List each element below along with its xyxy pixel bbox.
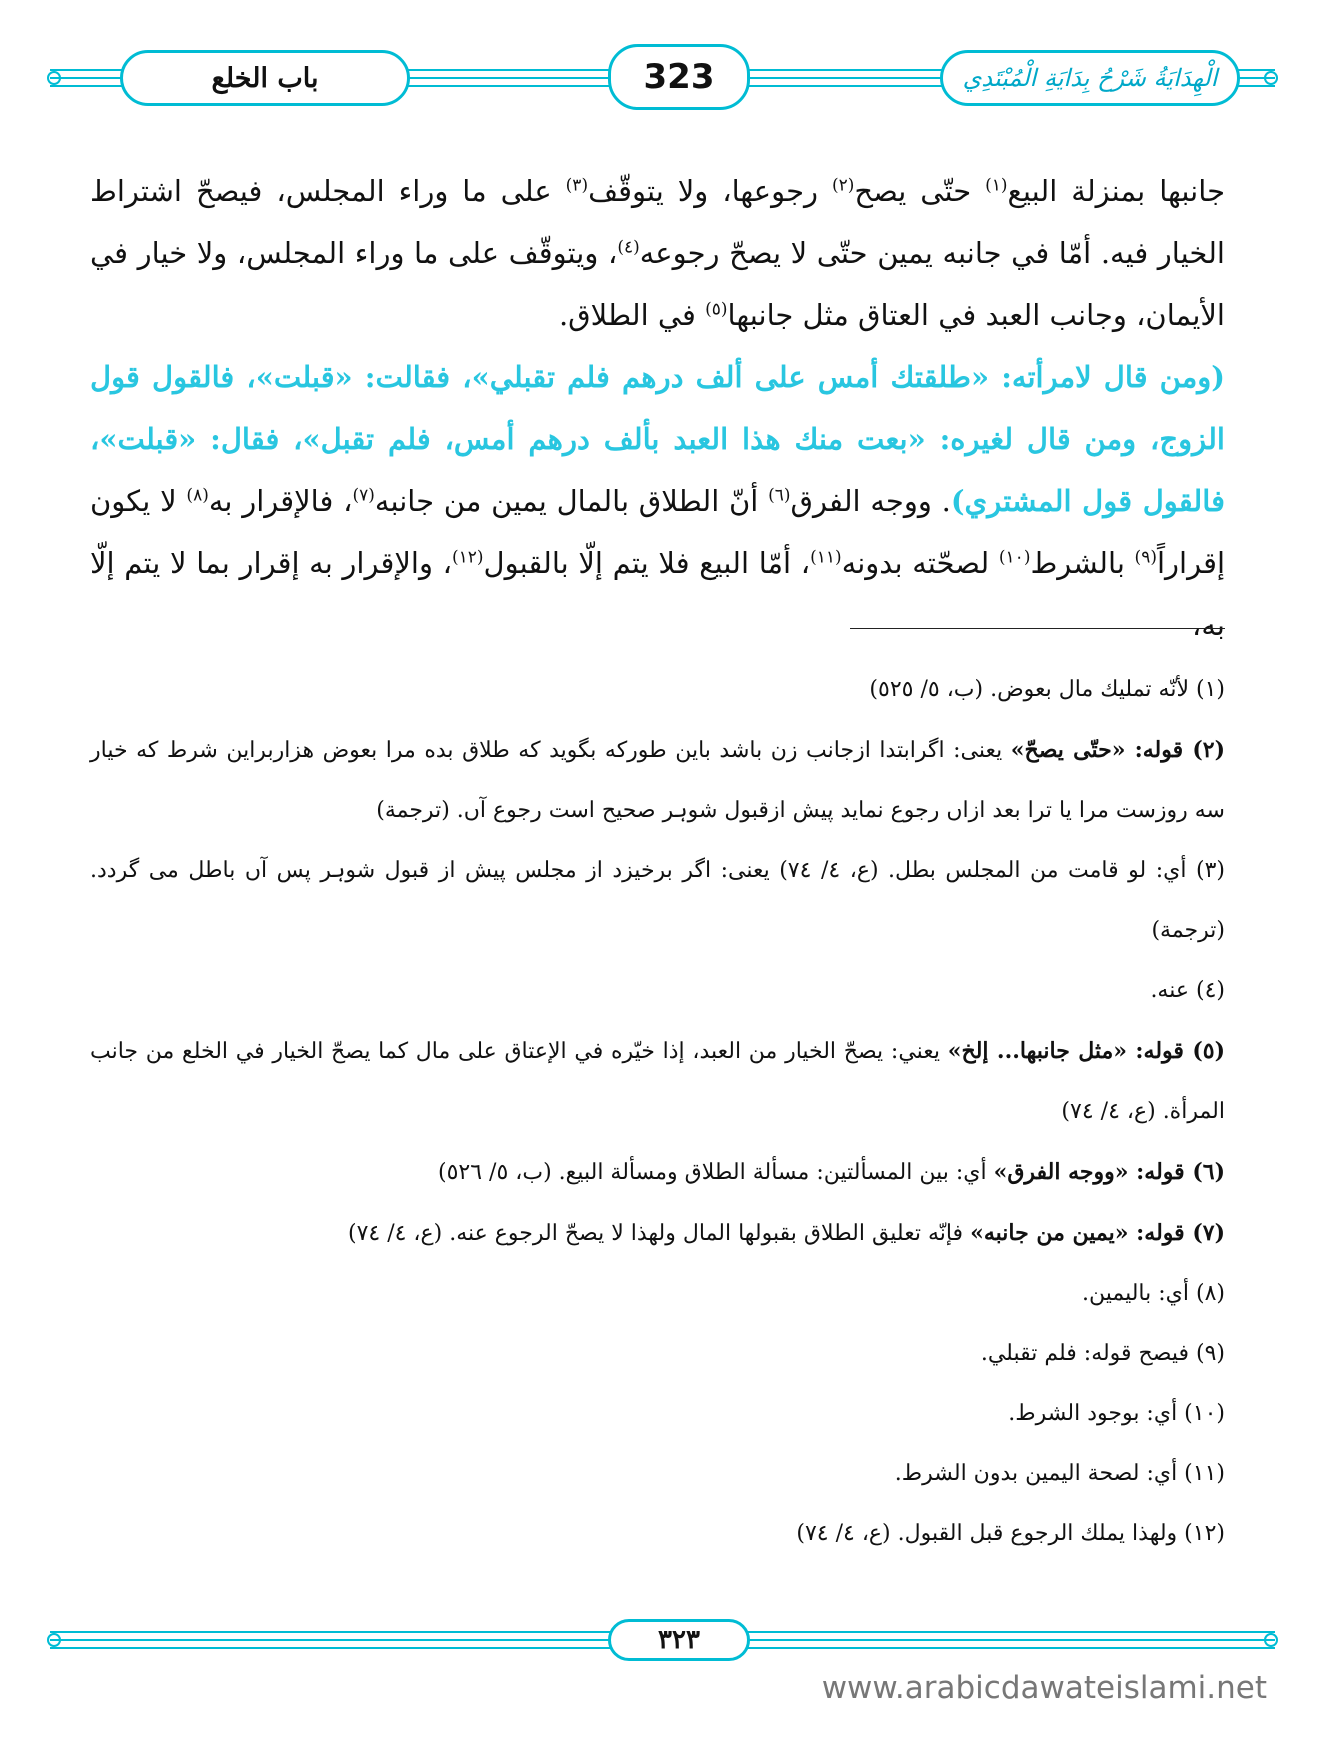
text-run: ، فالإقرار به [208, 484, 353, 518]
text-run: أنّ الطلاق بالمال يمين من جانبه [374, 484, 769, 518]
footnote-ref: (١٢) [451, 547, 484, 568]
page-header [40, 40, 1285, 116]
footnote-lead: (٧) قوله: «يمين من جانبه» [970, 1220, 1225, 1246]
text-run: لا يكون إقراراً [90, 484, 1226, 580]
footnote-6 [90, 1142, 1225, 1203]
footnote-ref: (٣) [565, 175, 589, 196]
main-text [90, 160, 1225, 656]
footnote-ref: (٢) [831, 175, 855, 196]
website-link[interactable]: www.arabicdawateislami.net [821, 1670, 1267, 1706]
footnote-ref: (٥) [705, 299, 728, 320]
footnotes [90, 660, 1225, 1564]
chapter-title: باب الخلع [120, 50, 410, 106]
footnote-4: (٤) عنه. [1150, 978, 1225, 1003]
text-run: . ووجه الفرق [790, 484, 951, 518]
footnote-divider [850, 628, 1225, 629]
text-run: ، أمّا البيع فلا يتم إلّا بالقبول [483, 546, 811, 580]
text-run: ، والإقرار به إقرار بما لا يتم إلّا به، [90, 546, 1225, 642]
footnote-lead: (٦) قوله: «ووجه الفرق» [993, 1159, 1225, 1185]
text-run: لصحّته بدونه [841, 546, 999, 580]
footnote-12: (١٢) ولهذا يملك الرجوع قبل القبول. (ع، ٤/ ٧٤) [796, 1521, 1225, 1546]
footer-page-number: ٣٢٣ [608, 1619, 750, 1661]
paragraph-1 [90, 160, 1225, 346]
footnote-2 [90, 720, 1225, 841]
footnote-11: (١١) أي: لصحة اليمين بدون الشرط. [894, 1461, 1225, 1486]
footnote-ref: (٤) [617, 237, 640, 258]
page-footer [40, 1615, 1285, 1665]
footnote-body: فإنّه تعليق الطلاق بقبولها المال ولهذا لا يصحّ الرجوع عنه. (ع، ٤/ ٧٤) [347, 1221, 971, 1246]
footnote-body: يعنى: اگرابتدا ازجانب زن باشد باين طوركه بگويد كه طلاق بده مرا بعوض هزاربراين شرط كه خيار سه روزست مرا يا ترا بعد ازاں رجوع نمايد پيش ازقبول شوہر صحيح است رجوع آں. (ترجمة) [90, 738, 1225, 823]
footnote-ref: (٦) [768, 485, 791, 506]
footnote-3: (٣) أي: لو قامت من المجلس بطل. (ع، ٤/ ٧٤) يعنى: اگر برخيزد از مجلس پيش از قبول شوہر پس آں باطل مى گردد. (ترجمة) [90, 858, 1225, 943]
footnote-ref: (٩) [1134, 547, 1157, 568]
footnote-ref: (٧) [352, 485, 375, 506]
footnote-ref: (١٠) [998, 547, 1031, 568]
text-run: رجوعها، ولا يتوقّف [588, 174, 832, 208]
text-run: بالشرط [1030, 546, 1135, 580]
paragraph-2 [90, 346, 1225, 656]
text-run: ، ويتوقّف على ما وراء المجلس، ولا خيار في الأيمان، وجانب العبد في العتاق مثل جانبها [90, 236, 1225, 332]
footnote-lead: (٥) قوله: «مثل جانبها... إلخ» [947, 1038, 1225, 1064]
text-run: في الطلاق. [558, 298, 706, 332]
footnote-lead: (٢) قوله: «حتّى يصحّ» [1010, 737, 1225, 763]
matn-highlight: (ومن قال لامرأته: «طلقتك أمس على ألف درهم فلم تقبلي»، فقالت: «قبلت»، فالقول قول الزوج، ومن قال لغيره: «بعت منك هذا العبد بألف درهم أمس، فلم تقبل»، فقال: «قبلت»، فالقول قول المشتري) [90, 360, 1225, 518]
footnote-1: (١) لأنّه تمليك مال بعوض. (ب، ٥/ ٥٢٥) [869, 677, 1225, 702]
text-run: على ما وراء المجلس، فيصحّ اشتراط الخيار فيه. أمّا في جانبه يمين حتّى لا يصحّ رجوعه [90, 174, 1225, 270]
footnote-body: أي: بين المسألتين: مسألة الطلاق ومسألة البيع. (ب، ٥/ ٥٢٦) [437, 1160, 994, 1185]
footnote-ref: (١) [985, 175, 1008, 196]
book-title-logo: الْهِدَايَةُ شَرْحُ بِدَايَةِ الْمُبْتَدِي [940, 50, 1240, 106]
footnote-10: (١٠) أي: بوجود الشرط. [1008, 1401, 1225, 1426]
text-run: حتّى يصح [854, 174, 986, 208]
footnote-5 [90, 1021, 1225, 1142]
footnote-ref: (٨) [186, 485, 209, 506]
footnote-9: (٩) فيصح قوله: فلم تقبلي. [980, 1341, 1225, 1366]
footnote-body: يعني: يصحّ الخيار من العبد، إذا خيّره في الإعتاق على مال كما يصحّ الخيار في الخلع من جانب المرأة. (ع، ٤/ ٧٤) [90, 1039, 1225, 1124]
footnote-7 [90, 1203, 1225, 1264]
page-number: 323 [608, 44, 750, 110]
footnote-8: (٨) أي: باليمين. [1081, 1281, 1225, 1306]
footnote-ref: (١١) [810, 547, 842, 568]
text-run: جانبها بمنزلة البيع [1007, 174, 1225, 208]
